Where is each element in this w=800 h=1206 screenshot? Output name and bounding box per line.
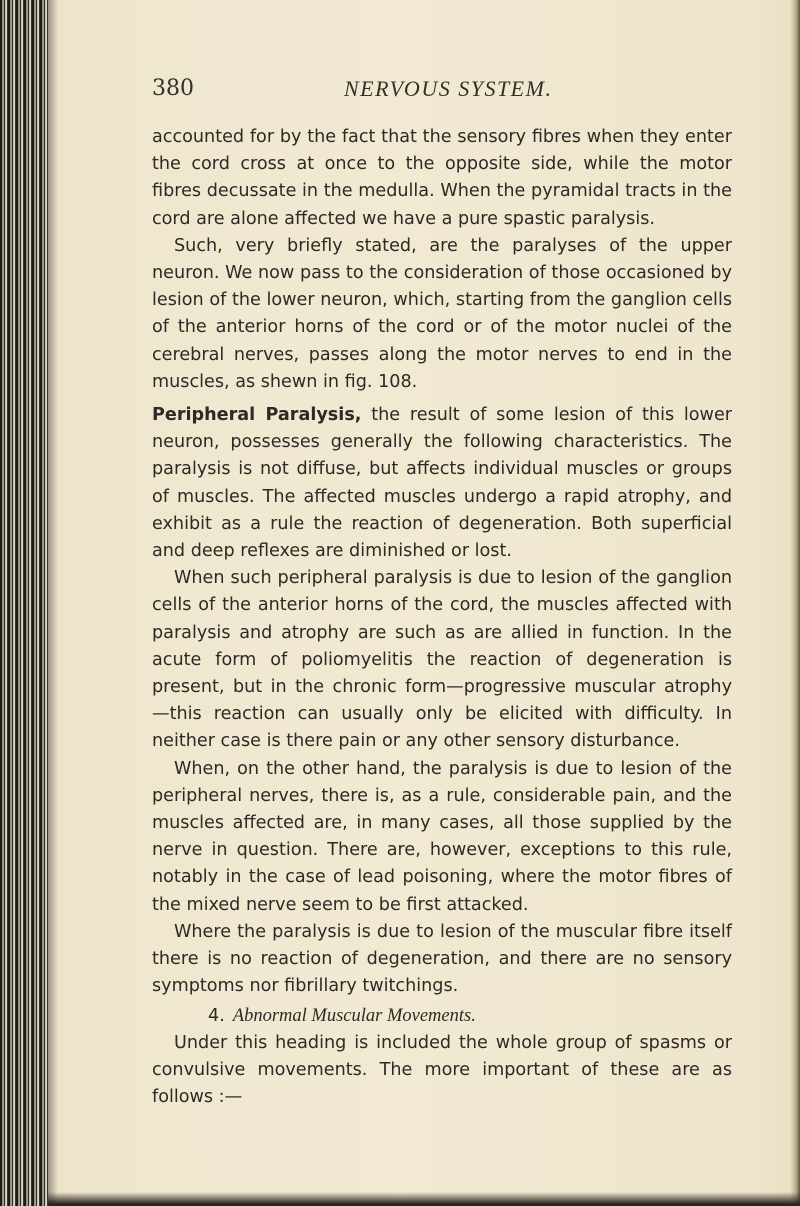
spine-shadow xyxy=(48,0,58,1206)
paragraph-muscular-fibre: Where the paralysis is due to lesion of the muscular fibre itself there is no reaction of degeneration, and there are no sensory symptoms nor fibrillary twitchings. xyxy=(152,921,732,997)
running-head: NERVOUS SYSTEM. xyxy=(344,76,553,101)
paragraph-upper-neuron: Such, very briefly stated, are the paralyses of the upper neuron. We now pass to the consideration of those occasioned by lesion of the lower neuron, which, starting from the ganglion cells of the anterior horns of the cord or of the motor nuclei of the cerebral nerves, passes along the motor nerves to end in the muscles, as shewn in fig. 108. xyxy=(152,235,732,392)
page-bottom-edge xyxy=(48,1192,800,1206)
subheading-abnormal-movements xyxy=(152,1003,732,1030)
subheading-number: 4. xyxy=(208,1005,225,1026)
page-header xyxy=(152,76,732,110)
paragraph-peripheral-nerves: When, on the other hand, the paralysis is due to lesion of the peripheral nerves, there is, as a rule, considerable pain, and the muscles affected are, in many cases, all those supplied by the nerve in question. There are, however, exceptions to this rule, notably in the case of lead poisoning, where the motor fibres of the mixed nerve seem to be first attacked. xyxy=(152,758,732,915)
paragraph-peripheral-paralysis xyxy=(152,402,732,565)
book-spine xyxy=(0,0,48,1206)
section-heading-peripheral-paralysis: Peripheral Paralysis, xyxy=(152,405,362,426)
body-text xyxy=(152,124,732,1111)
paragraph-continued: accounted for by the fact that the sensory fibres when they enter the cord cross at once to the opposite side, while the motor fibres decussate in the medulla. When the pyramidal tracts in the cord are alone affected we have a pure spastic paralysis. xyxy=(152,127,732,229)
page-right-edge xyxy=(790,0,800,1206)
paragraph-spasms: Under this heading is included the whole group of spasms or convulsive movements. The more important of these are as follows :— xyxy=(152,1032,732,1108)
paragraph-peripheral-paralysis-text: the result of some lesion of this lower neuron, possesses generally the following characteristics. The paralysis is not diffuse, but affects individual muscles or groups of muscles. The affected muscles undergo a rapid atrophy, and exhibit as a rule the reaction of degeneration. Both superficial and deep reflexes are diminished or lost. xyxy=(152,405,732,562)
paragraph-anterior-horns: When such peripheral paralysis is due to lesion of the ganglion cells of the anterior horns of the cord, the muscles affected with paralysis and atrophy are such as are allied in function. In the acute form of poliomyelitis the reaction of degeneration is present, but in the chronic form—progressive muscular atrophy —this reaction can usually only be elicited with difficulty. In neither case is there pain or any other sensory disturbance. xyxy=(152,568,732,752)
page-number: 380 xyxy=(152,76,194,101)
subheading-title: Abnormal Muscular Movements. xyxy=(232,1005,476,1026)
